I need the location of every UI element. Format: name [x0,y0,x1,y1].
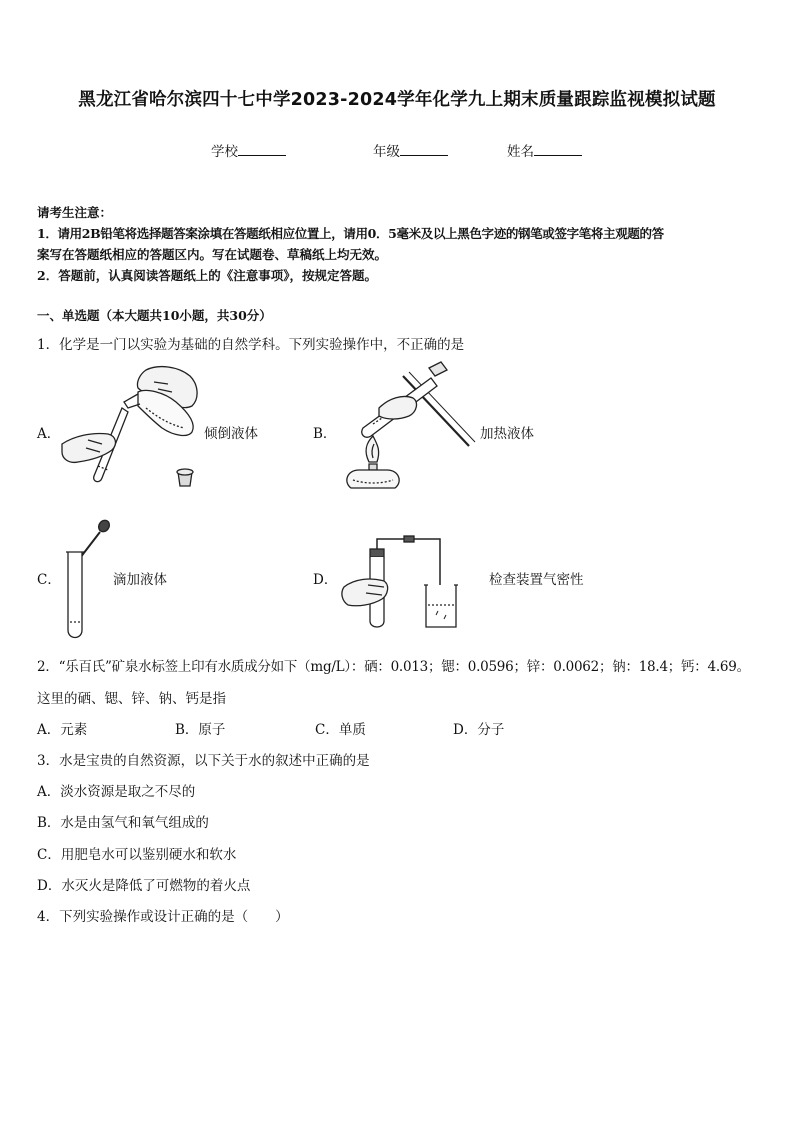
heating-liquid-illustration [333,358,483,496]
q3-option-c: C．用肥皂水可以鉴别硬水和软水 [37,847,237,863]
q3-option-a: A．淡水资源是取之不尽的 [37,784,196,800]
q2-option-c: C．单质 [315,722,366,738]
q3-option-d: D．水灭火是降低了可燃物的着火点 [37,878,251,894]
question-3-stem: 3．水是宝贵的自然资源，以下关于水的叙述中正确的是 [37,753,370,769]
question-4-stem: 4．下列实验操作或设计正确的是（ ） [37,909,289,925]
pouring-liquid-illustration [58,362,208,492]
q1-option-a-letter: A． [37,426,61,442]
q1-option-b-letter: B． [313,426,337,442]
page-title: 黑龙江省哈尔滨四十七中学2023-2024学年化学九上期末质量跟踪监视模拟试题 [78,90,716,110]
grade-label: 年级 [373,144,400,160]
question-2-stem-line-1: 2．“乐百氏”矿泉水标签上印有水质成分如下（mg/L）：硒：0.013；锶：0.0596；锌：0.0062；钠：18.4；钙：4.69。 [37,659,750,675]
section-heading: 一、单选题（本大题共10小题，共30分） [37,308,272,323]
q1-option-d-caption: 检查装置气密性 [489,572,584,588]
airtightness-check-illustration [340,535,470,635]
school-field [211,140,286,160]
q3-option-b: B．水是由氢气和氧气组成的 [37,815,209,831]
q1-option-a-caption: 倾倒液体 [204,426,258,442]
q1-option-c-letter: C． [37,572,61,588]
school-blank [238,143,286,156]
question-2-stem-line-2: 这里的硒、锶、锌、钠、钙是指 [37,691,226,707]
question-1-stem: 1．化学是一门以实验为基础的自然学科。下列实验操作中，不正确的是 [37,337,465,353]
name-label: 姓名 [507,144,534,160]
grade-field [373,140,448,160]
q1-option-b-caption: 加热液体 [480,426,534,442]
q2-option-b: B．原子 [175,722,226,738]
q2-option-a: A．元素 [37,722,88,738]
notice-item-1-line-2: 案写在答题纸相应的答题区内。写在试题卷、草稿纸上均无效。 [37,247,388,262]
school-label: 学校 [211,144,238,160]
notice-item-2: 2．答题前，认真阅读答题纸上的《注意事项》，按规定答题。 [37,268,377,283]
notice-heading: 请考生注意： [37,205,113,220]
name-field [507,140,582,160]
notice-item-1-line-1: 1．请用2B铅笔将选择题答案涂填在答题纸相应位置上，请用0．5毫米及以上黑色字迹的钢笔或签字笔将主观题的答 [37,226,664,241]
dropper-illustration [60,518,120,642]
grade-blank [400,143,448,156]
q2-option-d: D．分子 [453,722,505,738]
q1-option-c-caption: 滴加液体 [113,572,167,588]
q1-option-d-letter: D． [313,572,338,588]
name-blank [534,143,582,156]
